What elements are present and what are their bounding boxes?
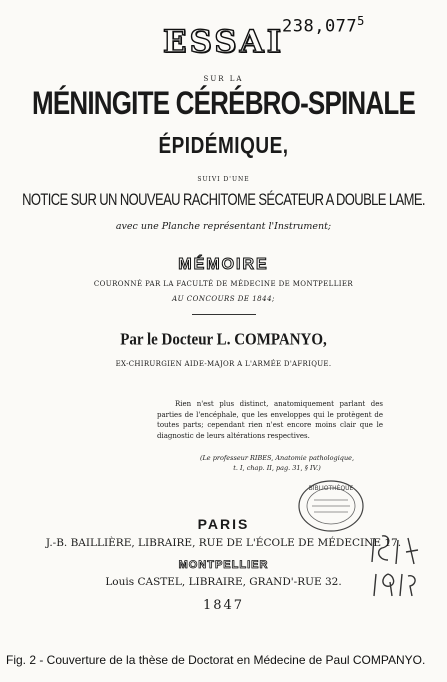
title-essai: ESSAI bbox=[162, 24, 285, 60]
title-meningite: MÉNINGITE CÉRÉBRO-SPINALE bbox=[31, 84, 416, 122]
epigraph-citation: (Le professeur RIBES, Anatomie pathologique, t. I, chap. II, pag. 31, § IV.) bbox=[199, 454, 355, 472]
figure-caption: Fig. 2 - Couverture de la thèse de Doctorat en Médecine de Paul COMPANYO. bbox=[6, 653, 426, 667]
suivi-d-une: SUIVI D'UNE bbox=[197, 176, 250, 183]
couronne-line: COURONNÉ PAR LA FACULTÉ DE MÉDECINE DE MONTPELLIER bbox=[93, 280, 354, 288]
city-montpellier: MONTPELLIER bbox=[178, 559, 269, 571]
concours-line: AU CONCOURS DE 1844; bbox=[172, 295, 275, 303]
publisher-paris: J.-B. BAILLIÈRE, LIBRAIRE, RUE DE L'ÉCOLE DE MÉDECINE 17. bbox=[45, 537, 402, 549]
svg-text:BIBLIOTHÈQUE: BIBLIOTHÈQUE bbox=[308, 485, 354, 492]
divider bbox=[192, 314, 256, 315]
planche-note: avec une Planche représentant l'Instrument; bbox=[115, 221, 332, 232]
author-title: EX-CHIRURGIEN AIDE-MAJOR A L'ARMÉE D'AFRIQUE. bbox=[115, 360, 332, 368]
publisher-montpellier: Louis CASTEL, LIBRAIRE, GRAND'-RUE 32. bbox=[105, 576, 342, 588]
memoire-heading: MÉMOIRE bbox=[178, 256, 269, 273]
city-paris: PARIS bbox=[197, 516, 250, 532]
publication-year: 1847 bbox=[202, 598, 245, 613]
catalog-number: 238,077$^5$ bbox=[282, 14, 365, 37]
epigraph-quote: Rien n'est plus distinct, anatomiquement parlant des parties de l'encéphale, que les enveloppes qui le protègent de toutes parts; cependant rien n'est encore moins clair que le diagnostic de leurs altérations respectives. bbox=[157, 400, 383, 440]
notice-title: NOTICE SUR UN NOUVEAU RACHITOME SÉCATEUR A DOUBLE LAME. bbox=[22, 190, 425, 209]
author-line: Par le Docteur L. COMPANYO, bbox=[120, 330, 327, 350]
title-epidemique: ÉPIDÉMIQUE, bbox=[158, 133, 289, 159]
sur-la: SUR LA bbox=[203, 75, 244, 83]
